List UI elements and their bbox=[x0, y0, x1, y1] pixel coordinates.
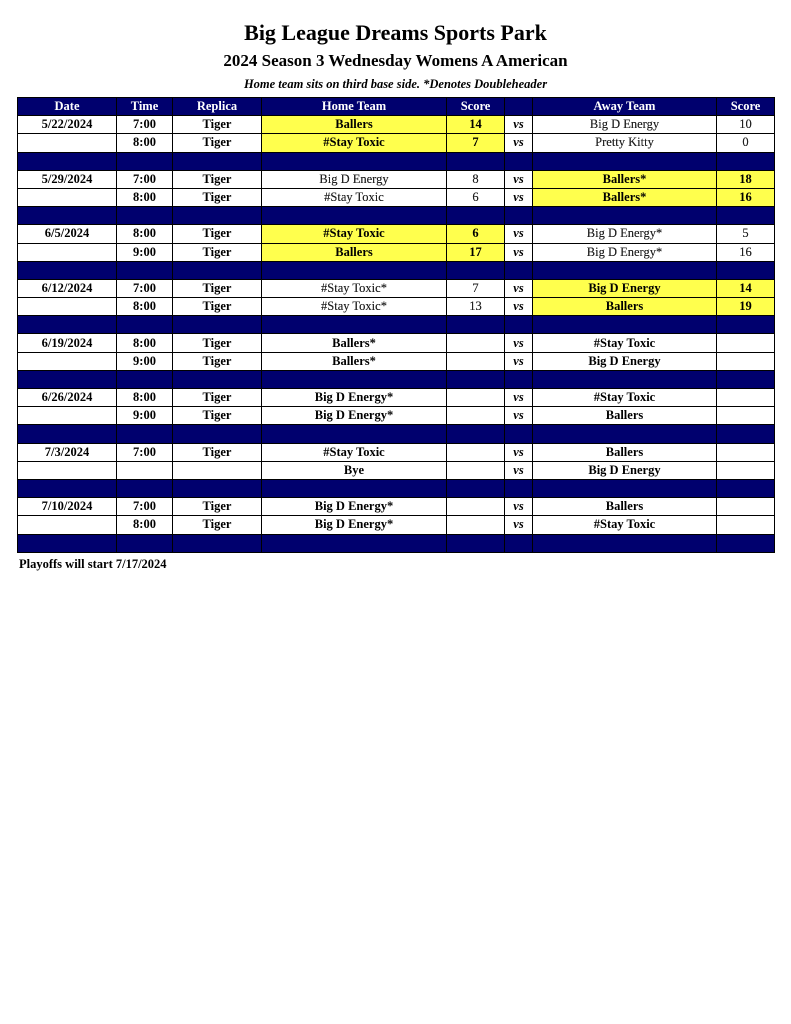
away-score: 18 bbox=[717, 170, 775, 188]
game-replica: Tiger bbox=[173, 188, 262, 206]
separator-cell bbox=[117, 207, 173, 225]
away-team: Ballers bbox=[533, 407, 717, 425]
vs-label: vs bbox=[505, 334, 533, 352]
game-replica: Tiger bbox=[173, 225, 262, 243]
game-time: 7:00 bbox=[117, 279, 173, 297]
separator-cell bbox=[18, 425, 117, 443]
vs-label: vs bbox=[505, 352, 533, 370]
away-team: Big D Energy bbox=[533, 461, 717, 479]
separator-cell bbox=[533, 261, 717, 279]
home-team: Ballers bbox=[262, 243, 447, 261]
home-team: Big D Energy* bbox=[262, 516, 447, 534]
game-date bbox=[18, 352, 117, 370]
header-away-score: Score bbox=[717, 98, 775, 116]
away-score bbox=[717, 516, 775, 534]
separator-cell bbox=[173, 152, 262, 170]
week-separator-row bbox=[18, 152, 775, 170]
game-time: 8:00 bbox=[117, 188, 173, 206]
home-score: 6 bbox=[447, 188, 505, 206]
header-date: Date bbox=[18, 98, 117, 116]
game-time: 8:00 bbox=[117, 389, 173, 407]
home-score: 17 bbox=[447, 243, 505, 261]
home-team: #Stay Toxic bbox=[262, 225, 447, 243]
separator-cell bbox=[262, 479, 447, 497]
separator-cell bbox=[117, 425, 173, 443]
away-team: Ballers bbox=[533, 498, 717, 516]
separator-cell bbox=[117, 479, 173, 497]
home-team: Big D Energy* bbox=[262, 407, 447, 425]
game-time: 8:00 bbox=[117, 516, 173, 534]
vs-label: vs bbox=[505, 243, 533, 261]
game-time: 9:00 bbox=[117, 243, 173, 261]
vs-label: vs bbox=[505, 170, 533, 188]
playoffs-note: Playoffs will start 7/17/2024 bbox=[19, 557, 167, 571]
week-separator-row bbox=[18, 534, 775, 552]
game-date: 6/26/2024 bbox=[18, 389, 117, 407]
table-row bbox=[18, 188, 775, 206]
separator-cell bbox=[173, 207, 262, 225]
game-replica: Tiger bbox=[173, 516, 262, 534]
vs-label: vs bbox=[505, 279, 533, 297]
home-team: Ballers bbox=[262, 116, 447, 134]
week-separator-row bbox=[18, 425, 775, 443]
separator-cell bbox=[447, 207, 505, 225]
game-date: 7/10/2024 bbox=[18, 498, 117, 516]
home-team: Big D Energy bbox=[262, 170, 447, 188]
away-team: Big D Energy bbox=[533, 116, 717, 134]
game-date bbox=[18, 516, 117, 534]
home-score: 7 bbox=[447, 279, 505, 297]
header-away-team: Away Team bbox=[533, 98, 717, 116]
home-score bbox=[447, 334, 505, 352]
game-date: 7/3/2024 bbox=[18, 443, 117, 461]
home-score bbox=[447, 389, 505, 407]
away-score: 10 bbox=[717, 116, 775, 134]
separator-cell bbox=[262, 370, 447, 388]
game-replica: Tiger bbox=[173, 407, 262, 425]
separator-cell bbox=[447, 152, 505, 170]
table-row bbox=[18, 298, 775, 316]
vs-label: vs bbox=[505, 516, 533, 534]
separator-cell bbox=[18, 261, 117, 279]
separator-cell bbox=[717, 152, 775, 170]
table-row bbox=[18, 243, 775, 261]
separator-cell bbox=[262, 207, 447, 225]
away-team: Big D Energy bbox=[533, 279, 717, 297]
game-replica: Tiger bbox=[173, 352, 262, 370]
separator-cell bbox=[117, 316, 173, 334]
week-separator-row bbox=[18, 261, 775, 279]
vs-label: vs bbox=[505, 498, 533, 516]
table-row bbox=[18, 498, 775, 516]
away-score bbox=[717, 389, 775, 407]
away-team: Ballers* bbox=[533, 170, 717, 188]
game-replica: Tiger bbox=[173, 334, 262, 352]
separator-cell bbox=[18, 370, 117, 388]
home-score: 8 bbox=[447, 170, 505, 188]
separator-cell bbox=[717, 370, 775, 388]
game-time: 7:00 bbox=[117, 170, 173, 188]
separator-cell bbox=[505, 479, 533, 497]
home-score bbox=[447, 516, 505, 534]
home-score bbox=[447, 443, 505, 461]
table-row bbox=[18, 443, 775, 461]
home-team: Ballers* bbox=[262, 352, 447, 370]
separator-cell bbox=[173, 425, 262, 443]
home-team: Bye bbox=[262, 461, 447, 479]
separator-cell bbox=[533, 425, 717, 443]
away-team: Pretty Kitty bbox=[533, 134, 717, 152]
separator-cell bbox=[505, 261, 533, 279]
table-row bbox=[18, 334, 775, 352]
away-team: #Stay Toxic bbox=[533, 389, 717, 407]
separator-cell bbox=[505, 207, 533, 225]
separator-cell bbox=[18, 479, 117, 497]
separator-cell bbox=[117, 534, 173, 552]
home-score: 14 bbox=[447, 116, 505, 134]
game-replica: Tiger bbox=[173, 498, 262, 516]
home-score: 7 bbox=[447, 134, 505, 152]
separator-cell bbox=[447, 425, 505, 443]
table-row bbox=[18, 461, 775, 479]
page-title: Big League Dreams Sports Park bbox=[244, 20, 547, 45]
home-team: #Stay Toxic bbox=[262, 443, 447, 461]
separator-cell bbox=[505, 534, 533, 552]
table-row bbox=[18, 170, 775, 188]
separator-cell bbox=[447, 261, 505, 279]
away-score bbox=[717, 461, 775, 479]
game-time: 8:00 bbox=[117, 334, 173, 352]
header-time: Time bbox=[117, 98, 173, 116]
table-row bbox=[18, 352, 775, 370]
away-score bbox=[717, 352, 775, 370]
separator-cell bbox=[505, 425, 533, 443]
home-score bbox=[447, 352, 505, 370]
game-replica: Tiger bbox=[173, 389, 262, 407]
week-separator-row bbox=[18, 479, 775, 497]
home-team: Ballers* bbox=[262, 334, 447, 352]
game-replica: Tiger bbox=[173, 298, 262, 316]
header-vs bbox=[505, 98, 533, 116]
vs-label: vs bbox=[505, 443, 533, 461]
away-score bbox=[717, 498, 775, 516]
separator-cell bbox=[18, 152, 117, 170]
separator-cell bbox=[533, 479, 717, 497]
separator-cell bbox=[18, 207, 117, 225]
separator-cell bbox=[262, 534, 447, 552]
home-score bbox=[447, 461, 505, 479]
header-home-team: Home Team bbox=[262, 98, 447, 116]
game-time: 9:00 bbox=[117, 352, 173, 370]
separator-cell bbox=[117, 370, 173, 388]
separator-cell bbox=[533, 316, 717, 334]
header-home-score: Score bbox=[447, 98, 505, 116]
home-team: Big D Energy* bbox=[262, 498, 447, 516]
home-team: #Stay Toxic* bbox=[262, 279, 447, 297]
separator-cell bbox=[533, 370, 717, 388]
separator-cell bbox=[533, 534, 717, 552]
game-time: 7:00 bbox=[117, 443, 173, 461]
away-team: Big D Energy* bbox=[533, 225, 717, 243]
away-score: 19 bbox=[717, 298, 775, 316]
table-row bbox=[18, 116, 775, 134]
game-date bbox=[18, 298, 117, 316]
table-row bbox=[18, 389, 775, 407]
away-team: #Stay Toxic bbox=[533, 516, 717, 534]
home-team: Big D Energy* bbox=[262, 389, 447, 407]
game-time: 7:00 bbox=[117, 498, 173, 516]
game-date bbox=[18, 461, 117, 479]
week-separator-row bbox=[18, 370, 775, 388]
away-score: 14 bbox=[717, 279, 775, 297]
separator-cell bbox=[173, 534, 262, 552]
separator-cell bbox=[717, 261, 775, 279]
away-team: #Stay Toxic bbox=[533, 334, 717, 352]
game-date: 6/19/2024 bbox=[18, 334, 117, 352]
away-team: Ballers bbox=[533, 298, 717, 316]
game-replica: Tiger bbox=[173, 170, 262, 188]
game-time: 8:00 bbox=[117, 134, 173, 152]
separator-cell bbox=[717, 425, 775, 443]
away-score: 5 bbox=[717, 225, 775, 243]
vs-label: vs bbox=[505, 116, 533, 134]
home-score: 6 bbox=[447, 225, 505, 243]
header-replica: Replica bbox=[173, 98, 262, 116]
home-team: #Stay Toxic* bbox=[262, 298, 447, 316]
separator-cell bbox=[262, 261, 447, 279]
separator-cell bbox=[18, 316, 117, 334]
separator-cell bbox=[533, 207, 717, 225]
away-score bbox=[717, 407, 775, 425]
page-subtitle: 2024 Season 3 Wednesday Womens A American bbox=[223, 51, 568, 70]
separator-cell bbox=[262, 316, 447, 334]
separator-cell bbox=[717, 316, 775, 334]
game-date bbox=[18, 134, 117, 152]
separator-cell bbox=[173, 316, 262, 334]
table-row bbox=[18, 516, 775, 534]
game-date bbox=[18, 188, 117, 206]
vs-label: vs bbox=[505, 389, 533, 407]
separator-cell bbox=[447, 370, 505, 388]
separator-cell bbox=[505, 316, 533, 334]
vs-label: vs bbox=[505, 461, 533, 479]
home-team: #Stay Toxic bbox=[262, 188, 447, 206]
table-header-row bbox=[18, 98, 775, 116]
separator-cell bbox=[18, 534, 117, 552]
separator-cell bbox=[717, 479, 775, 497]
separator-cell bbox=[447, 316, 505, 334]
away-team: Ballers bbox=[533, 443, 717, 461]
table-row bbox=[18, 407, 775, 425]
table-row bbox=[18, 134, 775, 152]
game-date: 6/12/2024 bbox=[18, 279, 117, 297]
away-team: Ballers* bbox=[533, 188, 717, 206]
home-team: #Stay Toxic bbox=[262, 134, 447, 152]
week-separator-row bbox=[18, 207, 775, 225]
schedule-body bbox=[18, 116, 775, 553]
table-row bbox=[18, 279, 775, 297]
vs-label: vs bbox=[505, 188, 533, 206]
separator-cell bbox=[173, 261, 262, 279]
separator-cell bbox=[262, 152, 447, 170]
vs-label: vs bbox=[505, 134, 533, 152]
home-score bbox=[447, 498, 505, 516]
game-time: 9:00 bbox=[117, 407, 173, 425]
away-team: Big D Energy bbox=[533, 352, 717, 370]
separator-cell bbox=[173, 370, 262, 388]
game-replica bbox=[173, 461, 262, 479]
separator-cell bbox=[533, 152, 717, 170]
week-separator-row bbox=[18, 316, 775, 334]
home-score bbox=[447, 407, 505, 425]
game-time: 8:00 bbox=[117, 298, 173, 316]
table-row bbox=[18, 225, 775, 243]
separator-cell bbox=[262, 425, 447, 443]
game-replica: Tiger bbox=[173, 243, 262, 261]
vs-label: vs bbox=[505, 298, 533, 316]
separator-cell bbox=[173, 479, 262, 497]
separator-cell bbox=[505, 370, 533, 388]
game-time bbox=[117, 461, 173, 479]
away-score: 0 bbox=[717, 134, 775, 152]
game-replica: Tiger bbox=[173, 443, 262, 461]
separator-cell bbox=[447, 479, 505, 497]
away-score bbox=[717, 443, 775, 461]
game-time: 8:00 bbox=[117, 225, 173, 243]
away-team: Big D Energy* bbox=[533, 243, 717, 261]
game-date: 6/5/2024 bbox=[18, 225, 117, 243]
separator-cell bbox=[447, 534, 505, 552]
game-date: 5/22/2024 bbox=[18, 116, 117, 134]
vs-label: vs bbox=[505, 407, 533, 425]
game-date bbox=[18, 243, 117, 261]
game-replica: Tiger bbox=[173, 116, 262, 134]
separator-cell bbox=[717, 534, 775, 552]
away-score bbox=[717, 334, 775, 352]
home-score: 13 bbox=[447, 298, 505, 316]
separator-cell bbox=[117, 152, 173, 170]
game-replica: Tiger bbox=[173, 134, 262, 152]
separator-cell bbox=[717, 207, 775, 225]
game-replica: Tiger bbox=[173, 279, 262, 297]
game-date bbox=[18, 407, 117, 425]
schedule-note: Home team sits on third base side. *Denotes Doubleheader bbox=[243, 77, 548, 91]
game-date: 5/29/2024 bbox=[18, 170, 117, 188]
away-score: 16 bbox=[717, 243, 775, 261]
away-score: 16 bbox=[717, 188, 775, 206]
separator-cell bbox=[505, 152, 533, 170]
vs-label: vs bbox=[505, 225, 533, 243]
game-time: 7:00 bbox=[117, 116, 173, 134]
separator-cell bbox=[117, 261, 173, 279]
schedule-table bbox=[17, 97, 775, 553]
